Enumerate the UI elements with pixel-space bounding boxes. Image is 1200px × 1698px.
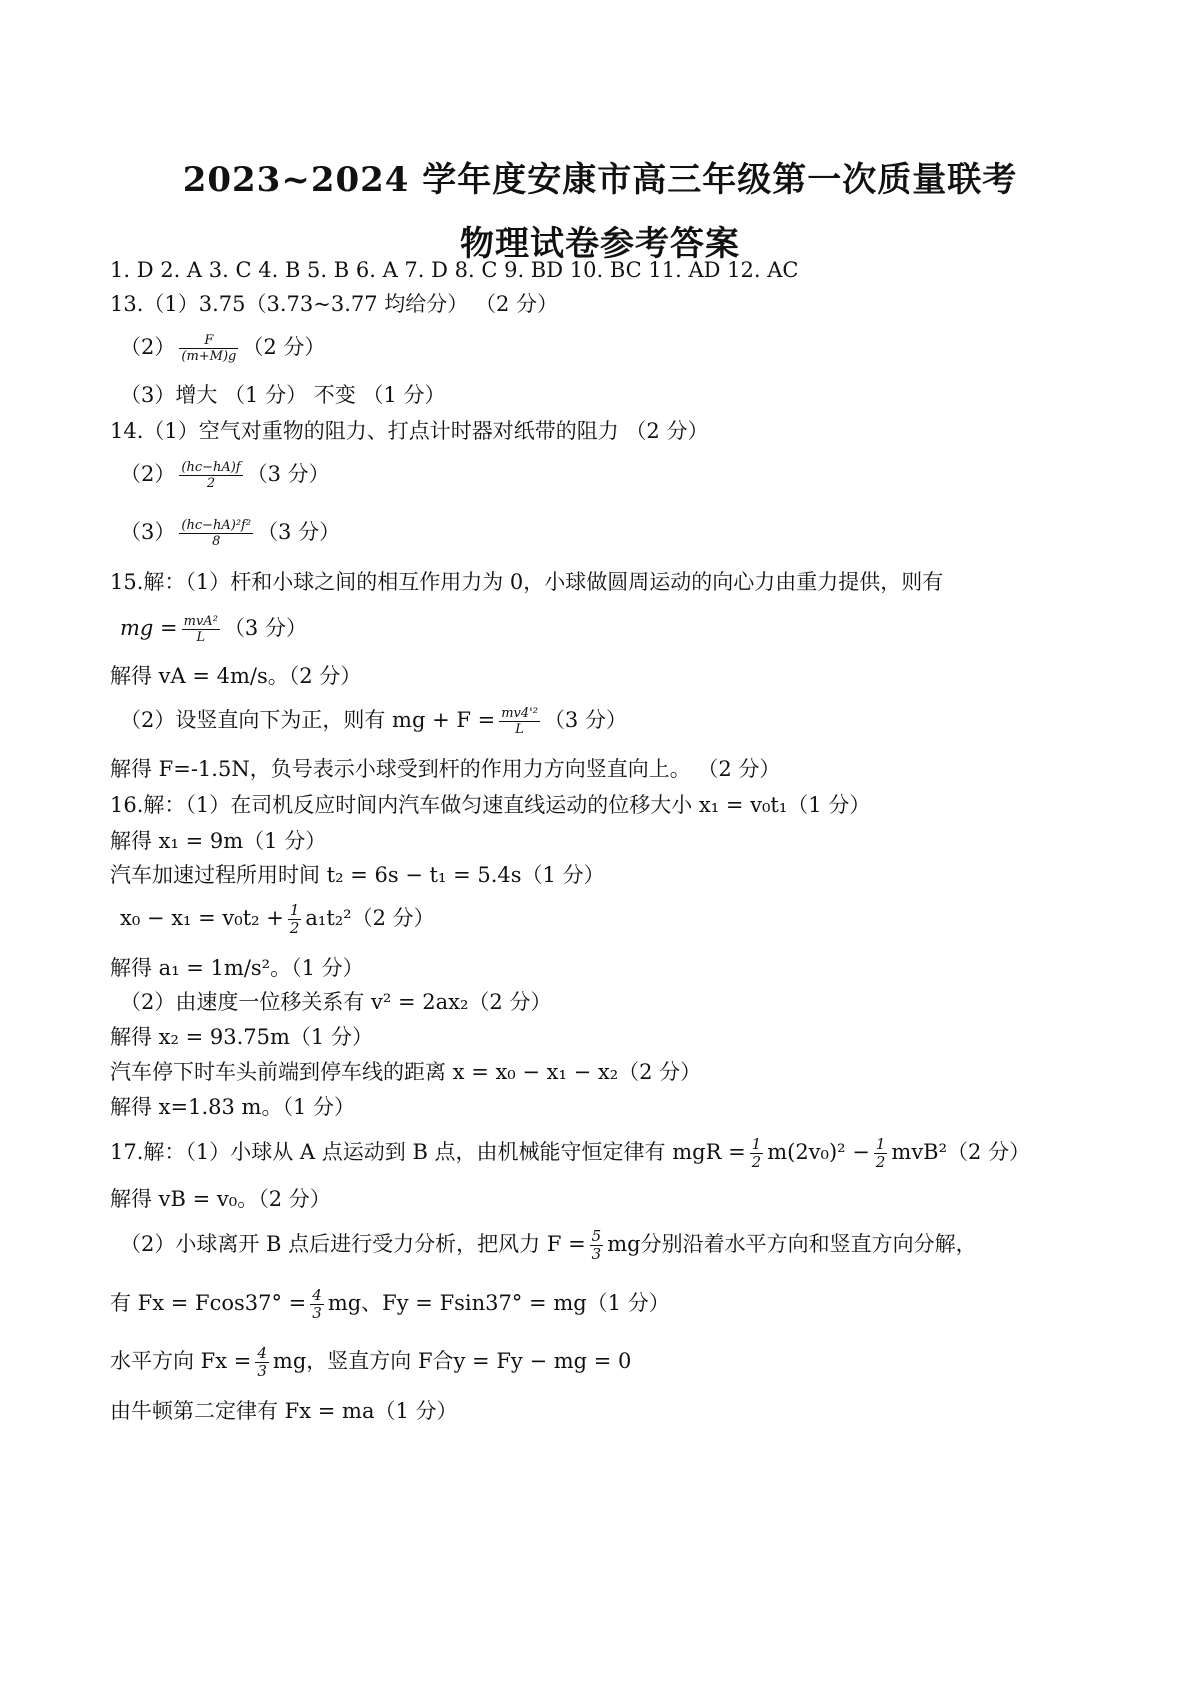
q16-time: 汽车加速过程所用时间 t₂ = 6s − t₁ = 5.4s（1 分） bbox=[110, 863, 605, 887]
q15-equation1-score: （3 分） bbox=[223, 616, 307, 640]
q15-part2 bbox=[120, 706, 627, 737]
q13-part2-fraction bbox=[179, 333, 238, 364]
q17-newton: 由牛顿第二定律有 Fx = ma（1 分） bbox=[110, 1399, 458, 1423]
q17-direction-fraction bbox=[255, 1345, 269, 1380]
q16-result2: 解得 a₁ = 1m/s²。（1 分） bbox=[110, 956, 364, 980]
q17-part1-lead: 17.解：（1）小球从 A 点运动到 B 点，由机械能守恒定律有 mgR = bbox=[110, 1140, 746, 1164]
q14-part2-lead: （2） bbox=[120, 462, 176, 486]
q14-part1: 14.（1）空气对重物的阻力、打点计时器对纸带的阻力 （2 分） bbox=[110, 419, 709, 443]
q14-part3 bbox=[120, 518, 340, 549]
fraction-numerator: 4 bbox=[312, 1286, 322, 1304]
q17-part1-tail: mvB²（2 分） bbox=[891, 1140, 1031, 1164]
q17-force-tail: mg、Fy = Fsin37° = mg（1 分） bbox=[327, 1291, 670, 1315]
q16-distance: 汽车停下时车头前端到停车线的距离 x = x₀ − x₁ − x₂（2 分） bbox=[110, 1060, 702, 1084]
q13-part2 bbox=[120, 333, 325, 364]
q17-result1: 解得 vB = v₀。（2 分） bbox=[110, 1187, 331, 1211]
fraction-numerator: F bbox=[179, 333, 238, 349]
q16-equation-tail: a₁t₂²（2 分） bbox=[305, 906, 435, 930]
q14-part3-lead: （3） bbox=[120, 520, 176, 544]
q13-part1: 13.（1）3.75（3.73~3.77 均给分） （2 分） bbox=[110, 292, 559, 316]
q17-force-components bbox=[110, 1287, 670, 1322]
q17-direction-lead: 水平方向 Fx = bbox=[110, 1349, 252, 1373]
q17-direction bbox=[110, 1345, 631, 1380]
q16-equation-lead: x₀ − x₁ = v₀t₂ + bbox=[120, 906, 284, 930]
document-title: 2023~2024 学年度安康市高三年级第一次质量联考 bbox=[182, 160, 1018, 200]
q17-force-lead: 有 Fx = Fcos37° = bbox=[110, 1291, 307, 1315]
q17-part1-middle: m(2v₀)² − bbox=[767, 1140, 870, 1164]
fraction-denominator: 8 bbox=[212, 534, 221, 549]
q14-part3-fraction bbox=[179, 518, 253, 549]
q15-part1: 15.解：（1）杆和小球之间的相互作用力为 0，小球做圆周运动的向心力由重力提供，则有 bbox=[110, 570, 944, 594]
fraction-denominator: L bbox=[196, 630, 206, 645]
q15-equation1 bbox=[120, 614, 307, 645]
fraction-denominator: 3 bbox=[591, 1245, 602, 1263]
q15-result1: 解得 vA = 4m/s。（2 分） bbox=[110, 664, 362, 688]
fraction-numerator: 1 bbox=[289, 901, 300, 919]
fraction-numerator: 1 bbox=[751, 1135, 762, 1153]
fraction-numerator: 4 bbox=[257, 1344, 267, 1362]
q15-result2: 解得 F=-1.5N，负号表示小球受到杆的作用力方向竖直向上。 （2 分） bbox=[110, 757, 781, 781]
q17-part2-tail: mg分别沿着水平方向和竖直方向分解， bbox=[607, 1232, 977, 1256]
q16-part2: （2）由速度一位移关系有 v² = 2ax₂（2 分） bbox=[120, 990, 552, 1014]
q15-equation1-lead: mg = bbox=[120, 616, 178, 640]
q17-force-fraction bbox=[310, 1287, 324, 1322]
document-subtitle: 物理试卷参考答案 bbox=[460, 224, 740, 264]
q16-part1: 16.解：（1）在司机反应时间内汽车做匀速直线运动的位移大小 x₁ = v₀t₁（1 分） bbox=[110, 793, 871, 817]
fraction-denominator: 2 bbox=[751, 1153, 762, 1171]
fraction-denominator: 2 bbox=[289, 919, 300, 937]
q16-equation bbox=[120, 902, 435, 937]
fraction-denominator: (m+M)g bbox=[181, 349, 237, 364]
fraction-numerator: (hc−hA)f bbox=[181, 460, 241, 475]
choice-answers: 1. D 2. A 3. C 4. B 5. B 6. A 7. D 8. C 9. BD 10. BC 11. AD 12. AC bbox=[110, 258, 799, 282]
q15-part2-score: （3 分） bbox=[543, 708, 627, 732]
q15-part2-fraction bbox=[499, 706, 540, 737]
q14-part3-score: （3 分） bbox=[257, 520, 341, 544]
q16-equation-fraction bbox=[288, 902, 302, 937]
q13-part3: （3）增大 （1 分） 不变 （1 分） bbox=[120, 383, 446, 407]
q15-equation1-fraction bbox=[182, 614, 220, 645]
fraction-numerator: mvA² bbox=[183, 614, 218, 629]
q14-part2-score: （3 分） bbox=[246, 462, 330, 486]
q17-part2-lead: （2）小球离开 B 点后进行受力分析，把风力 F = bbox=[120, 1232, 586, 1256]
q13-part2-score: （2 分） bbox=[242, 335, 326, 359]
q15-part2-lead: （2）设竖直向下为正，则有 mg + F = bbox=[120, 708, 496, 732]
q17-part2-fraction bbox=[590, 1228, 604, 1263]
fraction-numerator: mv4'² bbox=[501, 706, 538, 721]
q17-part1 bbox=[110, 1136, 1030, 1171]
q14-part2-fraction bbox=[179, 460, 242, 491]
fraction-denominator: 2 bbox=[206, 476, 216, 491]
fraction-numerator: 5 bbox=[591, 1227, 602, 1245]
q17-part1-fraction1 bbox=[750, 1136, 764, 1171]
q14-part2 bbox=[120, 460, 330, 491]
q16-result4: 解得 x=1.83 m。（1 分） bbox=[110, 1095, 355, 1119]
fraction-denominator: L bbox=[515, 722, 524, 737]
fraction-numerator: 1 bbox=[875, 1135, 886, 1153]
q17-part2 bbox=[120, 1228, 977, 1263]
q17-direction-tail: mg，竖直方向 F合y = Fy − mg = 0 bbox=[272, 1349, 632, 1373]
q13-part2-lead: （2） bbox=[120, 335, 176, 359]
q16-result3: 解得 x₂ = 93.75m（1 分） bbox=[110, 1025, 373, 1049]
fraction-denominator: 3 bbox=[312, 1304, 322, 1322]
fraction-denominator: 2 bbox=[875, 1153, 886, 1171]
fraction-numerator: (hc−hA)²f² bbox=[181, 518, 252, 533]
q16-result1: 解得 x₁ = 9m（1 分） bbox=[110, 829, 327, 853]
q17-part1-fraction2 bbox=[874, 1136, 888, 1171]
fraction-denominator: 3 bbox=[257, 1362, 267, 1380]
